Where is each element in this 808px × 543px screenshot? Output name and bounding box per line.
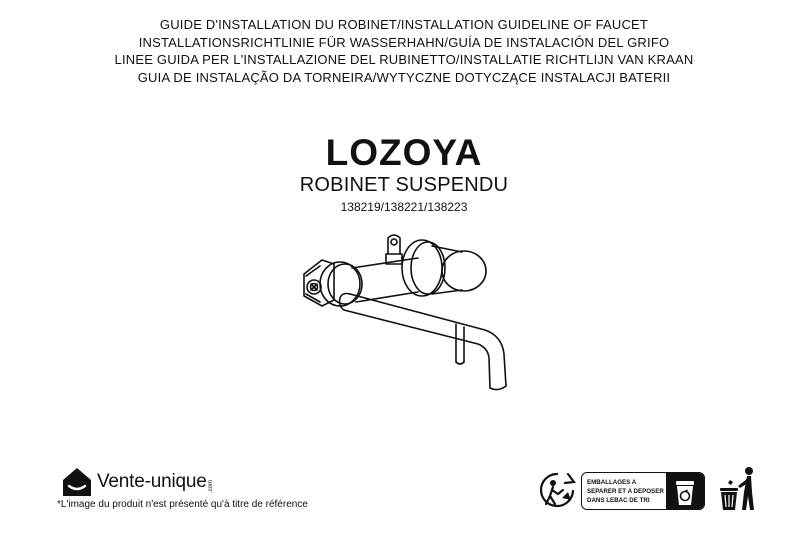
recycling-line-1: EMBALLAGES A — [587, 479, 637, 486]
header-line-de-es: INSTALLATIONSRICHTLINIE FÜR WASSERHAHN/GUÍA DE INSTALACIÓN DEL GRIFO — [138, 34, 670, 50]
brand-name: Vente-unique — [97, 471, 207, 492]
brand-suffix: .com — [207, 480, 214, 494]
faucet-illustration — [290, 224, 520, 394]
recycling-line-2: SEPARER ET A DEPOSER — [587, 488, 664, 495]
header-line-pt-pl: GUIA DE INSTALAÇÃO DA TORNEIRA/WYTYCZNE DOTYCZĄCE INSTALACJI BATERII — [137, 69, 671, 85]
house-logo-icon — [62, 466, 92, 498]
product-type: ROBINET SUSPENDU — [299, 174, 509, 196]
header — [0, 16, 808, 86]
disclaimer: *L'image du produit n'est présenté qu'à titre de référence — [57, 499, 308, 510]
triman-recycle-icon — [538, 470, 576, 510]
recycling-bin-icon — [666, 473, 704, 510]
recycling-line-3: DANS LEBAC DE TRI — [587, 497, 650, 504]
product-references: 138219/138221/138223 — [340, 200, 468, 214]
trash-disposal-icon — [716, 466, 760, 514]
product-name: LOZOYA — [325, 132, 483, 173]
header-line-it-nl: LINEE GUIDA PER L'INSTALLAZIONE DEL RUBINETTO/INSTALLATIE RICHTLIJN VAN KRAAN — [114, 52, 694, 67]
header-line-fr-en: GUIDE D'INSTALLATION DU ROBINET/INSTALLATION GUIDELINE OF FAUCET — [159, 17, 649, 32]
brand-logo — [62, 464, 214, 500]
recycling-info-box — [581, 472, 705, 510]
